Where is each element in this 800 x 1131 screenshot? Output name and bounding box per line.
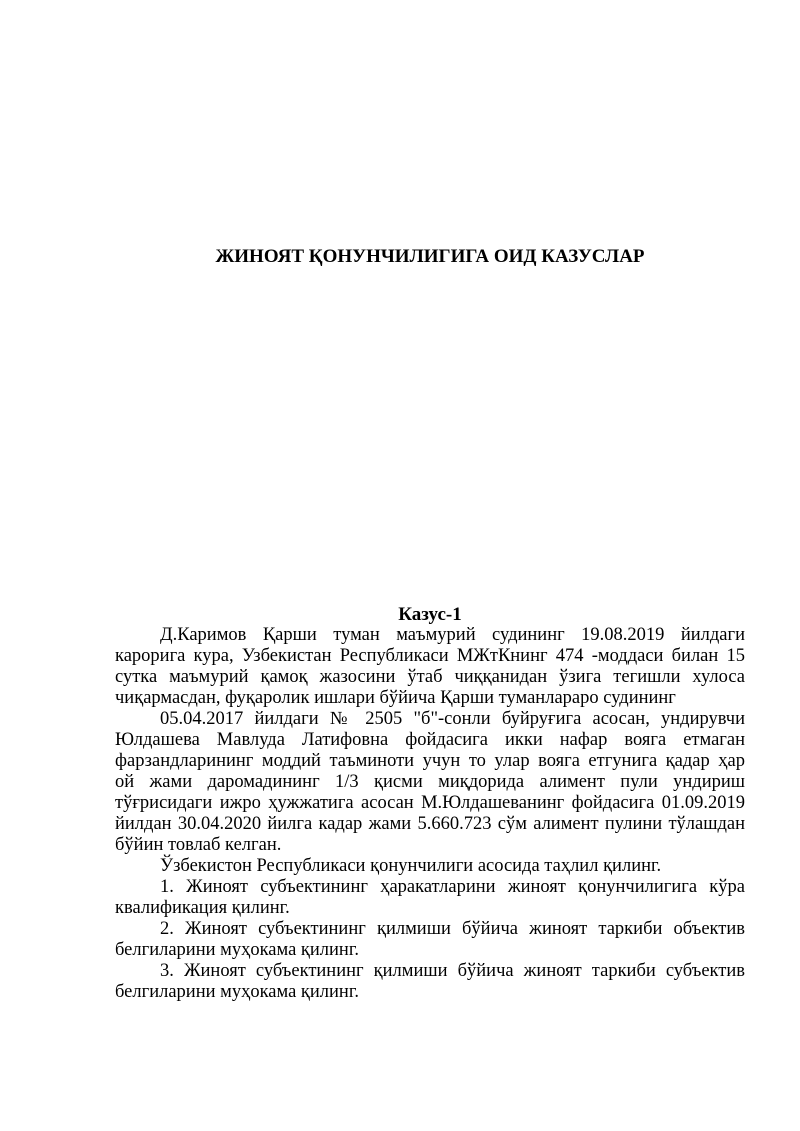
paragraph [115, 709, 745, 856]
document-content [115, 604, 745, 1003]
text-line: фарзандларининг моддий таъминоти учун то улар вояга етгунига қадар ҳар [115, 751, 745, 771]
text-line: бўйин товлаб келган. [115, 835, 282, 855]
text-line: тўғрисидаги ижро ҳужжатига асосан М.Юлдашеванинг фойдасига 01.09.2019 [115, 793, 745, 813]
text-line: Юлдашева Мавлуда Латифовна фойдасига икки нафар вояга етмаган [115, 730, 745, 750]
text-line: ой жами даромадининг 1/3 қисми миқдорида алимент пули ундириш [115, 772, 745, 792]
paragraph [115, 856, 745, 877]
text-line: чиқармасдан, фуқаролик ишлари бўйича Қарши туманлараро судининг [115, 688, 676, 708]
paragraph [115, 625, 745, 709]
text-line: белгиларини муҳокама қилинг. [115, 940, 359, 960]
paragraph [115, 919, 745, 961]
text-line: Д.Каримов Қарши туман маъмурий судининг 19.08.2019 йилдаги [160, 625, 745, 645]
text-line: сутка маъмурий қамоқ жазосини ўтаб чиққанидан ўзига тегишли хулоса [115, 667, 745, 687]
paragraph [115, 961, 745, 1003]
text-line: квалификация қилинг. [115, 898, 290, 918]
document-title: ЖИНОЯТ ҚОНУНЧИЛИГИГА ОИД КАЗУСЛАР [215, 246, 645, 267]
document-body [115, 625, 745, 1003]
text-line: белгиларини муҳокама қилинг. [115, 982, 359, 1002]
text-line: 2. Жиноят субъектининг қилмиши бўйича жиноят таркиби объектив [160, 919, 745, 939]
text-line: 3. Жиноят субъектининг қилмиши бўйича жиноят таркиби субъектив [160, 961, 745, 981]
text-line: йилдан 30.04.2020 йилга кадар жами 5.660.723 сўм алимент пулини тўлашдан [115, 814, 745, 834]
text-line: карорига кура, Узбекистан Республикаси МЖтКнинг 474 -моддаси билан 15 [115, 646, 745, 666]
text-line: Ўзбекистон Республикаси қонунчилиги асосида таҳлил қилинг. [160, 856, 662, 876]
section-heading: Казус-1 [398, 604, 462, 625]
paragraph [115, 877, 745, 919]
text-line: 1. Жиноят субъектининг ҳаракатларини жиноят қонунчилигига кўра [160, 877, 745, 897]
text-line: 05.04.2017 йилдаги № 2505 "б"-сонли буйруғига асосан, ундирувчи [160, 709, 745, 729]
